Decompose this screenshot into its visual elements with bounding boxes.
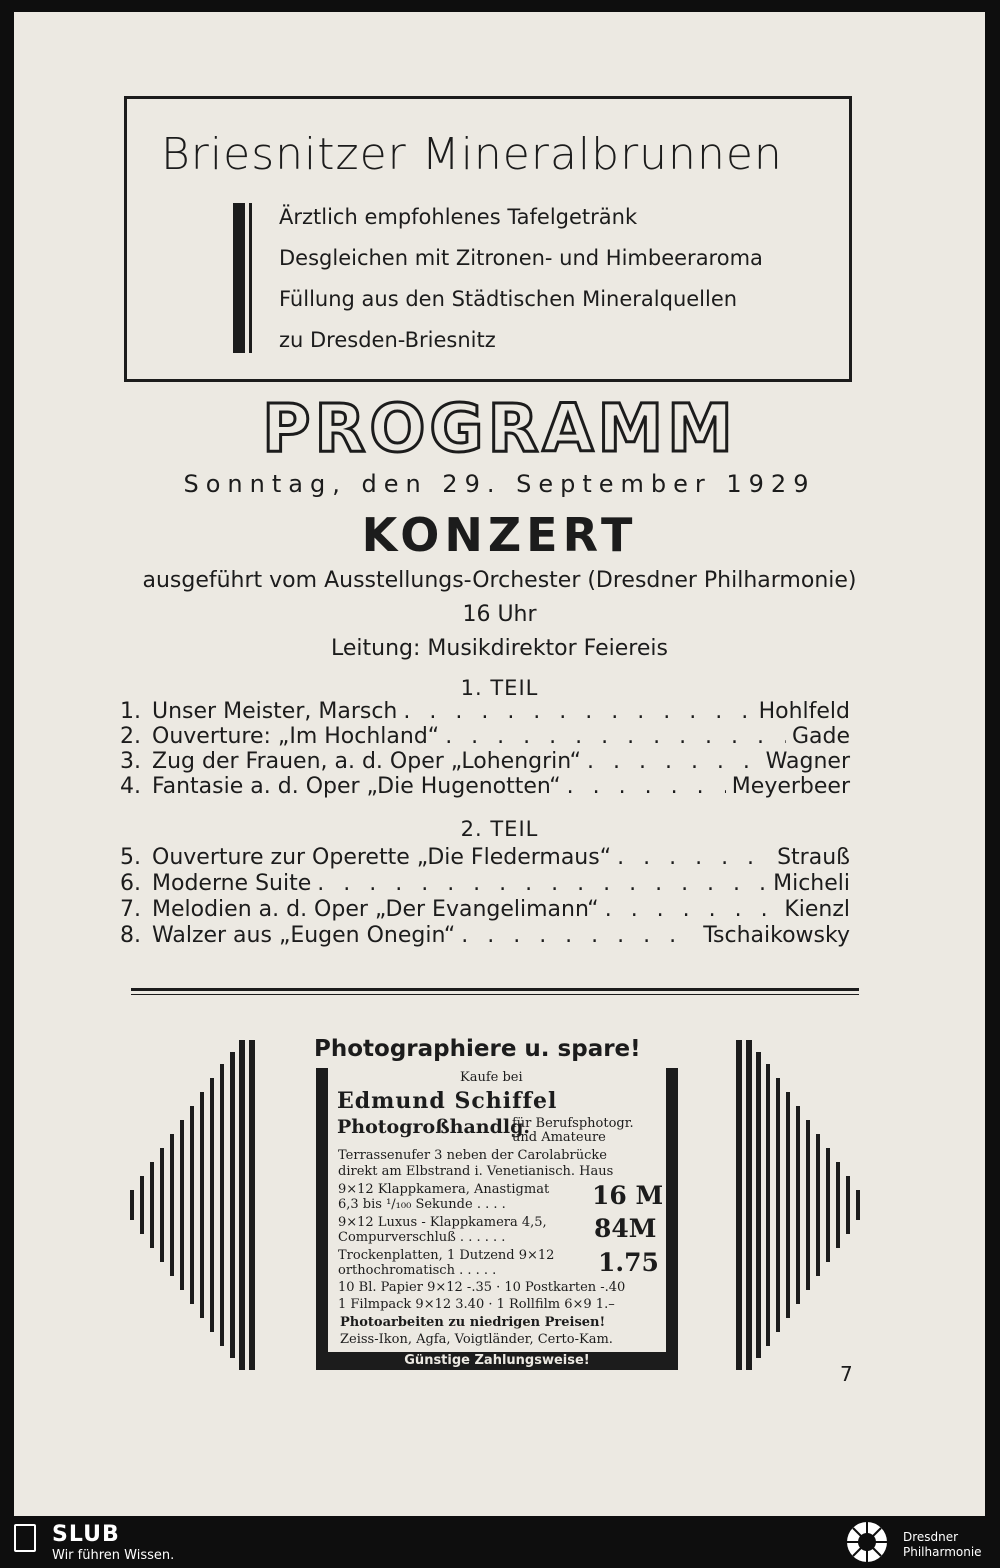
photo-ad-shop-name: Edmund Schiffel — [337, 1088, 558, 1114]
item-composer: Gade — [791, 724, 850, 749]
decorative-bars-left — [128, 1040, 258, 1370]
program-item — [120, 773, 850, 799]
section-divider — [131, 988, 859, 991]
part-heading: 1. TEIL — [460, 676, 539, 700]
mineral-ad-lines — [279, 197, 763, 361]
photo-ad-price: 1.75 — [598, 1248, 659, 1277]
item-composer: Hohlfeld — [758, 699, 850, 724]
footer-bar — [0, 1516, 1000, 1568]
item-number: 3. — [120, 749, 141, 774]
program-time: 16 Uhr — [462, 602, 537, 627]
photo-ad-offer-line: 9×12 Luxus - Klappkamera 4,5, — [338, 1215, 547, 1230]
page-number: 7 — [840, 1362, 853, 1386]
item-title: Ouverture: „Im Hochland“ — [152, 724, 440, 749]
leader-dots — [445, 724, 786, 749]
item-number: 2. — [120, 724, 141, 749]
decorative-bars-right — [736, 1040, 866, 1370]
leader-dots — [605, 897, 779, 922]
program-item — [120, 870, 850, 896]
item-title: Ouverture zur Operette „Die Fledermaus“ — [152, 845, 612, 870]
leader-dots — [617, 845, 771, 870]
photo-ad-headline: Photographiere u. spare! — [314, 1036, 641, 1062]
mineral-water-ad — [124, 96, 852, 382]
photo-ad-extras: 10 Bl. Papier 9×12 -.35 · 10 Postkarten -.40 — [338, 1280, 626, 1295]
program-item — [120, 748, 850, 774]
philharmonie-name: Dresdner — [903, 1530, 959, 1544]
photo-ad-shop-type: Photogroßhandlg. — [337, 1116, 530, 1138]
program-title: PROGRAMM — [262, 390, 737, 467]
photo-ad-for-line: und Amateure — [512, 1130, 606, 1145]
item-composer: Wagner — [765, 749, 850, 774]
item-title: Moderne Suite — [152, 871, 312, 896]
photo-ad-offer-line: 6,3 bis ¹/₁₀₀ Sekunde . . . . — [338, 1197, 506, 1212]
item-composer: Micheli — [773, 871, 850, 896]
item-title: Unser Meister, Marsch — [152, 699, 398, 724]
item-number: 7. — [120, 897, 141, 922]
photo-ad-offer-line: Compurverschluß . . . . . . — [338, 1230, 506, 1245]
item-title: Walzer aus „Eugen Onegin“ — [152, 923, 456, 948]
item-number: 4. — [120, 774, 141, 799]
program-date: Sonntag, den 29. September 1929 — [183, 470, 816, 498]
program-item — [120, 698, 850, 724]
philharmonie-logo-icon — [842, 1518, 892, 1566]
photo-ad-offer-line: Trockenplatten, 1 Dutzend 9×12 — [338, 1248, 555, 1263]
item-number: 6. — [120, 871, 141, 896]
photo-ad-frame-right — [666, 1068, 678, 1368]
photo-ad-address: direkt am Elbstrand i. Venetianisch. Haus — [338, 1164, 614, 1179]
photo-ad-address: Terrassenufer 3 neben der Carolabrücke — [338, 1148, 607, 1163]
item-number: 8. — [120, 923, 141, 948]
program-conductor: Leitung: Musikdirektor Feiereis — [331, 636, 668, 661]
program-performer: ausgeführt vom Ausstellungs-Orchester (Dresdner Philharmonie) — [142, 568, 857, 593]
mineral-ad-bar-thin — [249, 203, 252, 353]
mineral-ad-line: Füllung aus den Städtischen Mineralquellen — [279, 287, 738, 311]
leader-dots — [403, 699, 752, 724]
photo-ad-buy-at: Kaufe bei — [460, 1070, 523, 1085]
item-composer: Tschaikowsky — [703, 923, 850, 948]
photo-ad-price: 16 M — [592, 1181, 664, 1210]
program-item — [120, 723, 850, 749]
photo-ad-offer-line: orthochromatisch . . . . . — [338, 1263, 497, 1278]
photo-ad-brands: Zeiss-Ikon, Agfa, Voigtländer, Certo-Kam. — [340, 1332, 613, 1347]
slub-name: SLUB — [52, 1522, 120, 1547]
photo-ad-service: Photoarbeiten zu niedrigen Preisen! — [340, 1315, 606, 1330]
mineral-ad-line: Desgleichen mit Zitronen- und Himbeeraroma — [279, 246, 763, 270]
item-title: Zug der Frauen, a. d. Oper „Lohengrin“ — [152, 749, 581, 774]
leader-dots — [461, 923, 697, 948]
item-title: Melodien a. d. Oper „Der Evangelimann“ — [152, 897, 599, 922]
part-heading: 2. TEIL — [460, 817, 539, 841]
program-event: KONZERT — [361, 508, 638, 562]
item-number: 1. — [120, 699, 141, 724]
photo-ad-extras: 1 Filmpack 9×12 3.40 · 1 Rollfilm 6×9 1.– — [338, 1297, 615, 1312]
program-item — [120, 922, 850, 948]
item-composer: Meyerbeer — [731, 774, 850, 799]
slub-tagline: Wir führen Wissen. — [52, 1548, 175, 1563]
photo-ad-offer-line: 9×12 Klappkamera, Anastigmat — [338, 1182, 550, 1197]
mineral-ad-brand: Briesnitzer Mineralbrunnen — [161, 129, 783, 180]
program-item — [120, 896, 850, 922]
item-number: 5. — [120, 845, 141, 870]
leader-dots — [317, 871, 767, 896]
mineral-ad-line: Ärztlich empfohlenes Tafelgetränk — [279, 205, 638, 229]
photo-ad-footer: Günstige Zahlungsweise! — [404, 1353, 590, 1368]
mineral-ad-line: zu Dresden-Briesnitz — [279, 328, 496, 352]
photo-ad-for-line: für Berufsphotogr. — [512, 1116, 634, 1131]
photo-ad-price: 84M — [594, 1214, 657, 1243]
item-title: Fantasie a. d. Oper „Die Hugenotten“ — [152, 774, 561, 799]
leader-dots — [587, 749, 760, 774]
leader-dots — [567, 774, 726, 799]
philharmonie-name: Philharmonie — [903, 1545, 982, 1559]
item-composer: Strauß — [777, 845, 850, 870]
mineral-ad-bar — [233, 203, 245, 353]
item-composer: Kienzl — [784, 897, 850, 922]
photo-ad-frame-left — [316, 1068, 328, 1368]
slub-book-icon — [14, 1524, 36, 1552]
section-divider-thin — [131, 994, 859, 995]
scanned-page — [14, 12, 985, 1516]
program-item — [120, 844, 850, 870]
